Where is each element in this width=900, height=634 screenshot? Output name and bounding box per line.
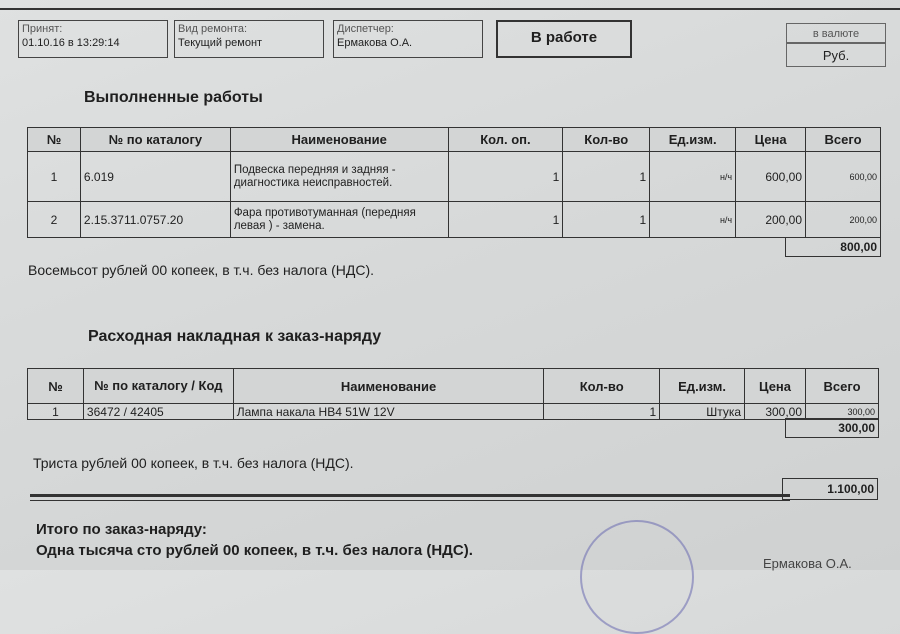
col-header-qty: Кол-во — [544, 369, 660, 404]
works-header-row — [28, 128, 881, 152]
col-header-price: Цена — [736, 128, 806, 152]
row-qty: 1 — [544, 404, 660, 420]
dispatcher-box — [333, 20, 483, 58]
row-price: 600,00 — [736, 152, 806, 202]
row-unit: н/ч — [650, 202, 736, 238]
row-name: Подвеска передняя и задняя - диагностика неисправностей. — [230, 152, 448, 202]
repair-type-box — [174, 20, 324, 58]
col-header-qty: Кол-во — [563, 128, 650, 152]
final-words: Одна тысяча сто рублей 00 копеек, в т.ч. без налога (НДС). — [36, 542, 473, 559]
signature-name: Ермакова О.А. — [763, 556, 852, 571]
row-price: 300,00 — [745, 404, 806, 420]
works-sum-words: Восемьсот рублей 00 копеек, в т.ч. без налога (НДС). — [28, 262, 375, 278]
accepted-box — [18, 20, 168, 58]
table-row — [28, 152, 881, 202]
row-unit: Штука — [660, 404, 745, 420]
table-row — [28, 404, 879, 420]
col-header-num: № — [28, 128, 81, 152]
row-total: 600,00 — [806, 152, 881, 202]
row-name: Лампа накала HB4 51W 12V — [233, 404, 544, 420]
row-name: Фара противотуманная (передняя левая ) - замена. — [230, 202, 448, 238]
col-header-catalog: № по каталогу / Код — [83, 369, 233, 404]
dispatcher-label: Диспетчер: — [337, 23, 394, 35]
row-catalog: 6.019 — [80, 152, 230, 202]
row-total: 200,00 — [806, 202, 881, 238]
col-header-unit: Ед.изм. — [650, 128, 736, 152]
col-header-catalog: № по каталогу — [80, 128, 230, 152]
total-separator — [30, 494, 790, 497]
grand-total-box: 1.100,00 — [782, 478, 878, 500]
col-header-unit: Ед.изм. — [660, 369, 745, 404]
works-title: Выполненные работы — [84, 89, 263, 106]
invoice-sum-words: Триста рублей 00 копеек, в т.ч. без налога (НДС). — [33, 455, 354, 471]
accepted-label: Принят: — [22, 23, 63, 35]
invoice-title: Расходная накладная к заказ-наряду — [88, 328, 382, 345]
row-ops: 1 — [448, 152, 563, 202]
row-catalog: 2.15.3711.0757.20 — [80, 202, 230, 238]
total-separator-thin — [30, 500, 790, 501]
accepted-value: 01.10.16 в 13:29:14 — [22, 37, 120, 49]
stamp-image — [580, 520, 694, 634]
dispatcher-value: Ермакова О.А. — [337, 37, 413, 49]
invoice-header-row — [28, 369, 879, 404]
col-header-name: Наименование — [233, 369, 544, 404]
col-header-total: Всего — [806, 369, 879, 404]
col-header-num: № — [28, 369, 84, 404]
invoice-table — [27, 368, 879, 420]
repair-type-label: Вид ремонта: — [178, 23, 248, 35]
final-title: Итого по заказ-наряду: — [36, 521, 207, 538]
row-ops: 1 — [448, 202, 563, 238]
works-table — [27, 127, 881, 238]
row-num: 1 — [28, 404, 84, 420]
row-unit: н/ч — [650, 152, 736, 202]
col-header-price: Цена — [745, 369, 806, 404]
row-total: 300,00 — [806, 404, 879, 420]
currency-value: Руб. — [786, 43, 886, 67]
works-sum-box: 800,00 — [785, 237, 881, 257]
status-badge: В работе — [496, 20, 632, 58]
currency-label: в валюте — [786, 23, 886, 43]
row-qty: 1 — [563, 152, 650, 202]
row-catalog: 36472 / 42405 — [83, 404, 233, 420]
row-num: 2 — [28, 202, 81, 238]
col-header-name: Наименование — [230, 128, 448, 152]
invoice-sum-box: 300,00 — [785, 418, 879, 438]
row-price: 200,00 — [736, 202, 806, 238]
repair-type-value: Текущий ремонт — [178, 37, 263, 49]
top-border-line — [0, 0, 900, 10]
row-num: 1 — [28, 152, 81, 202]
table-row — [28, 202, 881, 238]
col-header-total: Всего — [806, 128, 881, 152]
row-qty: 1 — [563, 202, 650, 238]
col-header-ops: Кол. оп. — [448, 128, 563, 152]
